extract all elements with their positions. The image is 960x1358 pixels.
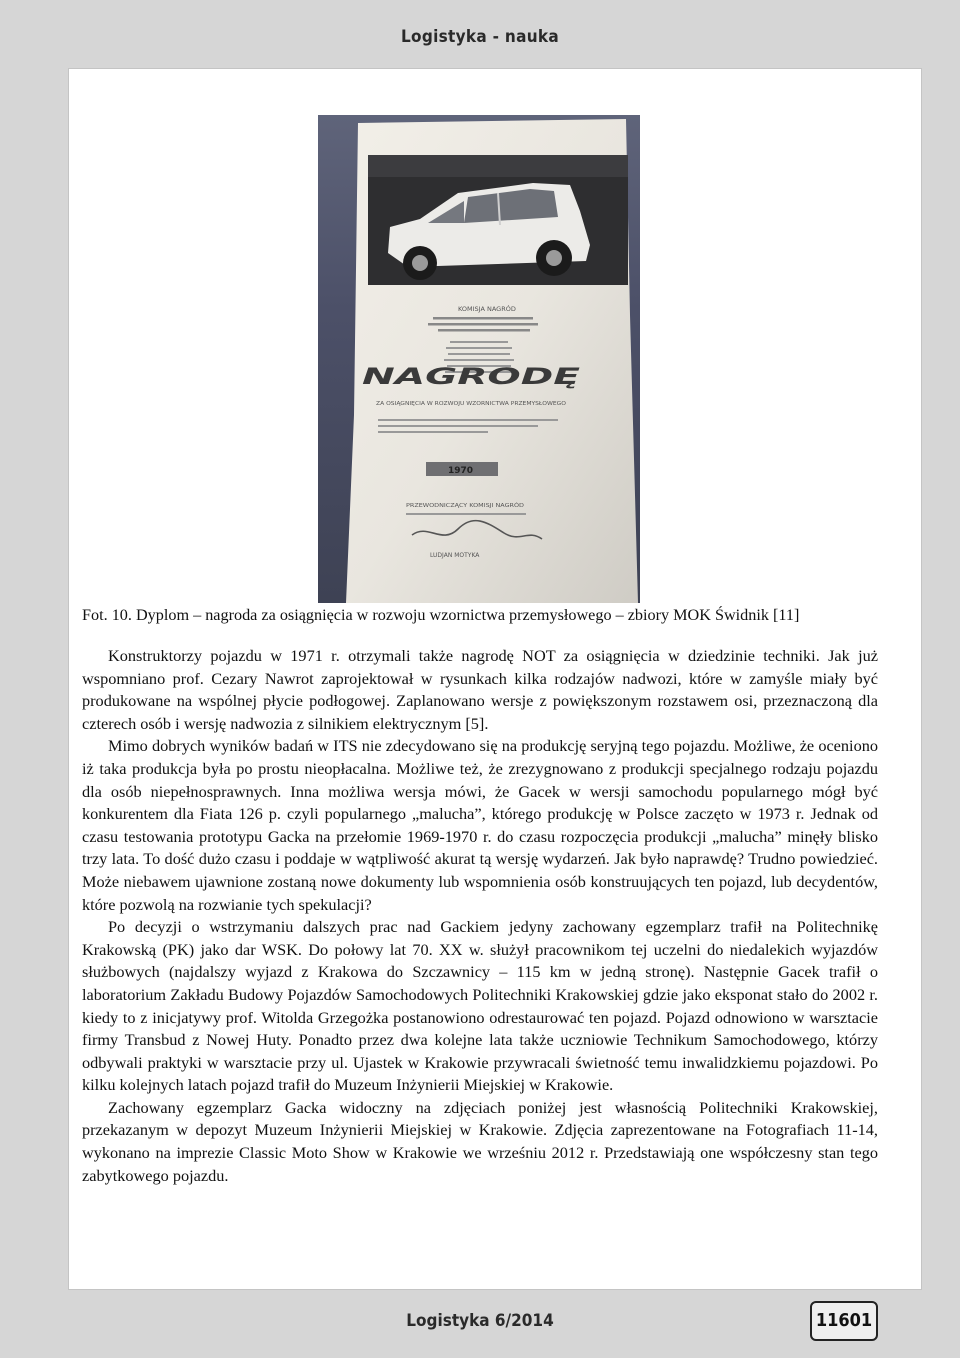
article-body	[82, 645, 878, 1187]
page-number: 11601	[810, 1301, 878, 1341]
diploma-signatory: LUDJAN MOTYKA	[430, 552, 480, 559]
diploma-photo	[318, 115, 640, 603]
diploma-illustration	[318, 115, 640, 603]
diploma-year: 1970	[448, 466, 474, 476]
diploma-subtitle: ZA OSIĄGNIĘCIA W ROZWOJU WZORNICTWA PRZEMYSŁOWEGO	[376, 401, 567, 407]
paragraph: Mimo dobrych wyników badań w ITS nie zdecydowano się na produkcję seryjną tego pojazdu. Możliwe, że oceniono iż taka produkcja była po prostu nieopłacalna. Możliwe też, że zrezygnowano z produkcji specjalnego rodzaju pojazdu dla osób niepełnosprawnych. Inna możliwa wersja mówi, że Gacek w wersji samochodu popularnego mógł być konkurentem dla Fiata 126 p. czyli popularnego „malucha”, którego produkcję w Polsce zaczęto w 1973 r. Jednak od czasu testowania prototypu Gacka na przełomie 1969-1970 r. do czasu rozpoczęcia produkcji „malucha” minęły blisko trzy lata. To dość dużo czasu i poddaje w wątpliwość akurat tą wersję wydarzeń. Jak było naprawdę? Trudno powiedzieć. Może niebawem ujawnione zostaną nowe dokumenty lub wspomnienia osób konstruujących ten pojazd, lub decydentów, które pozwolą na rozwianie tych spekulacji?	[82, 736, 878, 914]
paragraph: Konstruktorzy pojazdu w 1971 r. otrzymali także nagrodę NOT za osiągnięcia w dziedzinie techniki. Jak już wspomniano prof. Cezary Nawrot zaprojektował w rysunkach kilka rodzajów nadwozi, które w zamyśle miały być produkowane na wspólnej płycie podłogowej. Zaplanowano wersje z powiększonym rozstawem osi, przeznaczoną dla czterech osób i wersję nadwozia z silnikiem elektrycznym [5].	[82, 646, 878, 733]
paragraph: Po decyzji o wstrzymaniu dalszych prac nad Gackiem jedyny zachowany egzemplarz trafił na Politechnikę Krakowską (PK) jako dar WSK. Do połowy lat 70. XX w. służył pracownikom tej uczelni do niedalekich wyjazdów służbowych (najdalszy wyjazd z Krakowa do Szczawnicy – 115 km w jedną stronę). Następnie Gacek trafił o laboratorium Zakładu Budowy Pojazdów Samochodowych Politechniki Krakowskiej gdzie jako eksponat stało do 2002 r. kiedy to z inicjatywy prof. Witolda Grzegożka postanowiono odrestaurować ten pojazd. Pojazd odnowiono w warsztacie firmy Transbud z Nowej Huty. Ponadto przez dwa kolejne lata także uczniowie Technikum Samochodowego, którzy odbywali praktyki w warsztacie przy ul. Ujastek w Krakowie przywracali świetność temu inwalidzkiemu pojazdowi. Po kilku kolejnych latach pojazd trafił do Muzeum Inżynierii Miejskiej w Krakowie.	[82, 917, 878, 1095]
diploma-committee: KOMISJA NAGRÓD	[458, 305, 516, 313]
diploma-chairman: PRZEWODNICZĄCY KOMISJI NAGRÓD	[406, 503, 508, 509]
diploma-award-title: NAGRODĘ	[362, 365, 580, 390]
paragraph: Zachowany egzemplarz Gacka widoczny na zdjęciach poniżej jest własnością Politechniki Krakowskiej, przekazanym w depozyt Muzeum Inżynierii Miejskiej w Krakowie. Zdjęcia zaprezentowane na Fotografiach 11-14, wykonano na imprezie Classic Moto Show w Krakowie we wrześniu 2012 r. Przedstawiają one współczesny stan tego zabytkowego pojazdu.	[82, 1097, 878, 1185]
figure-caption: Fot. 10. Dyplom – nagroda za osiągnięcia w rozwoju wzornictwa przemysłowego – zbiory MOK Świdnik [11]	[82, 606, 800, 624]
journal-footer: Logistyka 6/2014	[406, 1311, 554, 1331]
running-header: Logistyka - nauka	[401, 27, 559, 47]
